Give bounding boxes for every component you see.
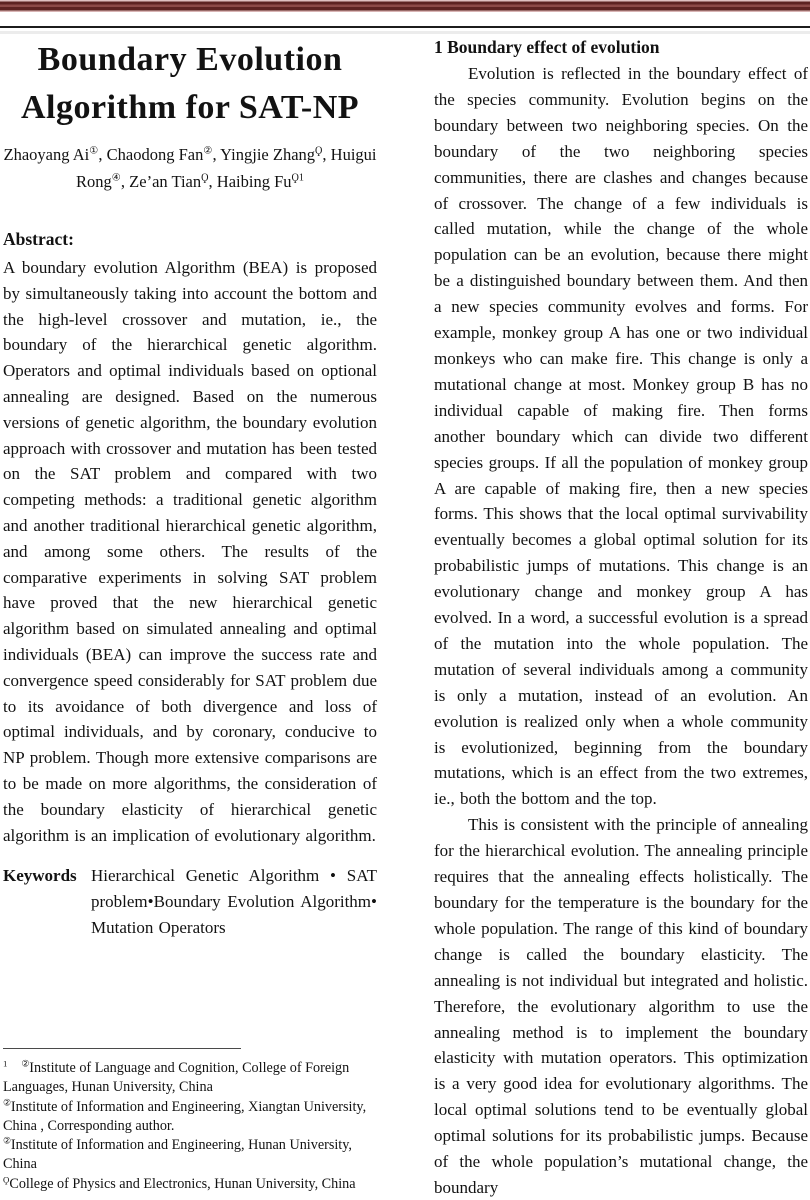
footnote-item: ②Institute of Information and Engineering, Hunan University, China bbox=[3, 1135, 352, 1173]
section-paragraph-2: This is consistent with the principle of annealing for the hierarchical evolution. The annealing principle requires that the annealing effects holistically. The boundary for the temperature is the boundary for the whole population. The range of this kind of boundary change is called the boundary elasticity. The annealing is not individual but integrated and holistic. Therefore, the evolutionary algorithm to use the annealing method is to implement the boundary elasticity with mutation operators. This optimization is a very good idea for evolutionary algorithms. The local optimal solutions tend to be eventually global optimal solutions for its probabilistic jumps. Because of the whole population’s mutational change, the boundary bbox=[434, 815, 808, 1197]
abstract-label: Abstract: bbox=[3, 229, 74, 249]
paper-title bbox=[3, 36, 377, 132]
header-rule bbox=[0, 26, 810, 28]
author-list: Zhaoyang Ai①, Chaodong Fan②, Yingjie Zhang$^Ϙ$, Huigui Rong④, Ze’an Tian$^Ϙ$, Haibing $Fu^{Ϙ1}$ bbox=[3, 145, 377, 191]
paper-title-line-2: Algorithm for SAT-NP bbox=[20, 89, 360, 126]
keywords-label: Keywords bbox=[3, 866, 77, 886]
footnote-affiliation-mark: ② bbox=[3, 1096, 11, 1107]
footnote-block bbox=[3, 1048, 375, 1194]
footnote-item: ②Institute of Information and Engineering, Xiangtan University, China , Corresponding author. bbox=[3, 1096, 367, 1134]
keywords-text: Hierarchical Genetic Algorithm • SAT problem•Boundary Evolution Algorithm• Mutation Operators bbox=[91, 866, 377, 938]
paper-title-line-1: Boundary Evolution bbox=[37, 41, 343, 78]
footnote-item: $^Ϙ$College of Physics and Electronics, Hunan University, China bbox=[3, 1174, 356, 1192]
footnote-number: 1 bbox=[3, 1058, 8, 1069]
footnotes bbox=[3, 1059, 375, 1194]
author-affiliation-mark: ② bbox=[203, 145, 213, 157]
author-affiliation-mark: ④ bbox=[111, 172, 121, 184]
section-paragraph-1: Evolution is reflected in the boundary effect of the species community. Evolution begins on the boundary between two neighboring species. On the boundary of the two neighboring species communities, there are clashes and changes because of crossover. The change of a few individuals is called mutation, while the change of the whole population can be an evolution, because there might be a distinguished boundary between them. And then a new species community evolves and forms. For example, monkey group A has one or two individual monkeys who can make fire. This change is only a mutational change at most. Monkey group B has no individual capable of making fire. Then forms another boundary which can divide two different species groups. If all the population of monkey group A are capable of making fire, then a new species forms. This shows that the local optimal survivability eventually becomes a global optimal solution for its probabilistic jumps of mutations. This change is an evolutionary change and monkey group A has evolved. In a word, a successful evolution is a spread of the mutation into the whole population. The mutation of several individuals among a community is only a mutation, instead of an evolution. An evolution is realized only when a whole community is evolutionized, beginning from the boundary mutations, which is an effect from the two extremes, ie., both the bottom and the top. bbox=[434, 64, 808, 809]
author-affiliation-mark: Ϙ bbox=[315, 145, 323, 157]
author-affiliation-mark: Ϙ1 bbox=[291, 172, 304, 184]
section-heading: 1 Boundary effect of evolution bbox=[434, 37, 660, 57]
footnote-affiliation-mark: Ϙ bbox=[3, 1174, 10, 1185]
footnote-rule bbox=[3, 1048, 241, 1049]
keywords-section bbox=[3, 863, 377, 941]
abstract-text: A boundary evolution Algorithm (BEA) is proposed by simultaneously taking into account the bottom and the high-level crossover and mutation, ie., the boundary of the hierarchical genetic algorithm. Operators and optimal individuals based on optional annealing are designed. Based on the numerous versions of genetic algorithm, the boundary evolution approach with crossover and mutation has been tested on the SAT problem and compared with two competing methods: a traditional genetic algorithm and another traditional hierarchical genetic algorithm, and among some others. The results of the comparative experiments in solving SAT problem have proved that the new hierarchical genetic algorithm based on simulated annealing and optimal individuals (BEA) can improve the success rate and convergence speed considerably for SAT problem due to its avoidance of both divergence and loss of optimal individuals, and by coronary, conducive to NP problem. Though more extensive comparisons are to be made on more algorithms, the consideration of the boundary elasticity of hierarchical genetic algorithm is an implication of evolutionary algorithm. bbox=[3, 258, 377, 845]
top-decorative-bar bbox=[0, 0, 810, 12]
left-column bbox=[3, 30, 377, 941]
footnote-item: $^1$ ②Institute of Language and Cognition, College of Foreign Languages, Hunan University, China bbox=[3, 1058, 350, 1096]
footnote-affiliation-mark: ② bbox=[3, 1135, 11, 1146]
footnote-affiliation-mark: ② bbox=[21, 1058, 30, 1069]
author-affiliation-mark: ① bbox=[89, 145, 99, 157]
author-affiliation-mark: Ϙ bbox=[201, 172, 209, 184]
right-column bbox=[434, 30, 808, 1200]
